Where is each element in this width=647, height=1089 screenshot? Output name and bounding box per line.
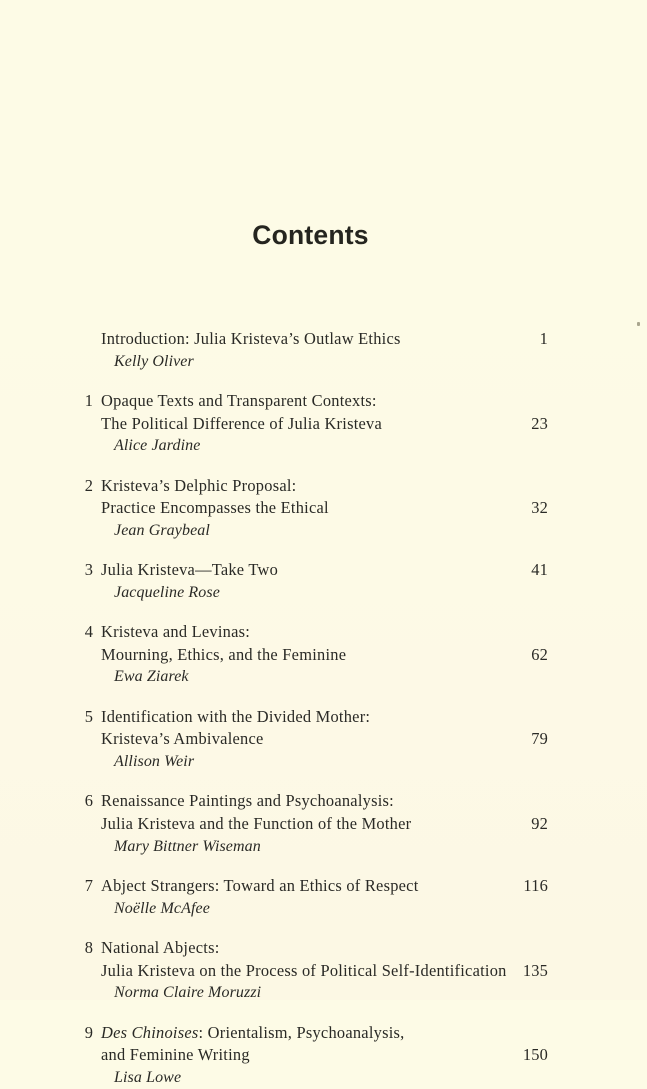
- chapter-number: 7: [84, 875, 93, 895]
- page-number: 116: [523, 875, 548, 895]
- chapter-author: Kelly Oliver: [114, 352, 194, 370]
- chapter-title-line: [101, 960, 548, 983]
- toc-entry-body: [101, 1022, 548, 1089]
- print-speck: [637, 322, 640, 326]
- chapter-author: Noëlle McAfee: [114, 899, 210, 917]
- chapter-title-text: Kristeva and Levinas:: [101, 622, 251, 642]
- chapter-title-text: National Abjects:: [101, 937, 220, 957]
- chapter-title-text: Mourning, Ethics, and the Feminine: [101, 644, 347, 664]
- chapter-title-text: Abject Strangers: Toward an Ethics of Respect: [101, 875, 419, 895]
- page-title: [0, 222, 647, 249]
- chapter-title-text: Identification with the Divided Mother:: [101, 706, 371, 726]
- chapter-title-text: Kristeva’s Delphic Proposal:: [101, 475, 297, 495]
- chapter-author: Ewa Ziarek: [114, 668, 189, 686]
- toc-entry-body: [101, 390, 548, 458]
- chapter-title-line: [101, 790, 548, 813]
- chapter-title-text: Practice Encompasses the Ethical: [101, 498, 329, 518]
- toc-entry[interactable]: [76, 790, 548, 858]
- chapter-title-text: Julia Kristeva and the Function of the Mother: [101, 813, 412, 833]
- page-number: 32: [531, 498, 548, 518]
- toc-entry-body: [101, 706, 548, 774]
- chapter-title-line: [101, 644, 548, 667]
- chapter-author: Mary Bittner Wiseman: [114, 837, 261, 855]
- chapter-title-text: and Feminine Writing: [101, 1045, 250, 1065]
- toc-entry[interactable]: [76, 706, 548, 774]
- page-number: 135: [522, 960, 548, 980]
- chapter-title-line: [101, 875, 548, 898]
- chapter-number: 8: [84, 937, 93, 957]
- chapter-title-line: [101, 413, 548, 436]
- chapter-title-line: [101, 1022, 548, 1045]
- toc-entry[interactable]: [76, 621, 548, 689]
- chapter-title-text: Julia Kristeva—Take Two: [101, 560, 279, 580]
- chapter-title-italic-part: Des Chinoises: [101, 1022, 199, 1042]
- toc-entry[interactable]: [76, 328, 548, 373]
- toc-entry[interactable]: [76, 875, 548, 920]
- page-number: 1: [539, 329, 548, 348]
- toc-entry-body: [101, 475, 548, 543]
- chapter-number: 1: [84, 391, 93, 410]
- toc-entry[interactable]: [76, 559, 548, 604]
- chapter-title-line: [101, 497, 548, 520]
- chapter-title-line: [101, 475, 548, 498]
- toc-entry[interactable]: [76, 937, 548, 1005]
- page-number: 41: [531, 560, 548, 580]
- toc-entry-body: [101, 875, 548, 920]
- chapter-title-text: Kristeva’s Ambivalence: [101, 729, 264, 749]
- chapter-title-text: The Political Difference of Julia Kristeva: [101, 413, 383, 433]
- contents-entry-list: [76, 328, 548, 1089]
- chapter-title-text: Renaissance Paintings and Psychoanalysis:: [101, 791, 394, 811]
- chapter-author: Jacqueline Rose: [114, 583, 220, 601]
- chapter-title-line: [101, 559, 548, 582]
- chapter-title-line: [101, 937, 548, 960]
- page-number: 92: [531, 813, 548, 833]
- chapter-number: 3: [84, 560, 93, 580]
- toc-entry[interactable]: [76, 390, 548, 458]
- toc-entry-body: [101, 937, 548, 1005]
- page-number: 79: [531, 729, 548, 749]
- chapter-number: 9: [84, 1022, 93, 1042]
- page-number: 62: [531, 644, 548, 664]
- chapter-title-text: Introduction: Julia Kristeva’s Outlaw Ethics: [101, 329, 401, 348]
- chapter-number: 4: [84, 622, 93, 642]
- toc-entry-body: [101, 621, 548, 689]
- chapter-author: Norma Claire Moruzzi: [114, 984, 262, 1002]
- chapter-title-line: [101, 328, 548, 351]
- chapter-author: Allison Weir: [114, 752, 195, 770]
- chapter-number: 6: [84, 791, 93, 811]
- chapter-number: 2: [84, 475, 93, 495]
- chapter-title-line: [101, 390, 548, 413]
- chapter-title-text: Julia Kristeva on the Process of Political Self-Identification: [101, 960, 507, 980]
- toc-entry-body: [101, 559, 548, 604]
- chapter-title-line: [101, 621, 548, 644]
- page-number: 150: [522, 1045, 548, 1065]
- toc-entry-body: [101, 328, 548, 373]
- page-title-text: Contents: [252, 220, 369, 250]
- chapter-title-text: Opaque Texts and Transparent Contexts:: [101, 391, 377, 410]
- chapter-title-line: [101, 706, 548, 729]
- chapter-title-line: [101, 728, 548, 751]
- page-number: 23: [531, 413, 548, 433]
- chapter-title-line: [101, 813, 548, 836]
- chapter-number: 5: [84, 706, 93, 726]
- toc-entry-body: [101, 790, 548, 858]
- chapter-title-text: : Orientalism, Psychoanalysis,: [198, 1022, 405, 1042]
- toc-entry[interactable]: [76, 1022, 548, 1089]
- chapter-title-line: [101, 1044, 548, 1067]
- chapter-author: Lisa Lowe: [114, 1068, 182, 1086]
- toc-entry[interactable]: [76, 475, 548, 543]
- chapter-author: Alice Jardine: [114, 437, 201, 455]
- chapter-author: Jean Graybeal: [114, 521, 210, 539]
